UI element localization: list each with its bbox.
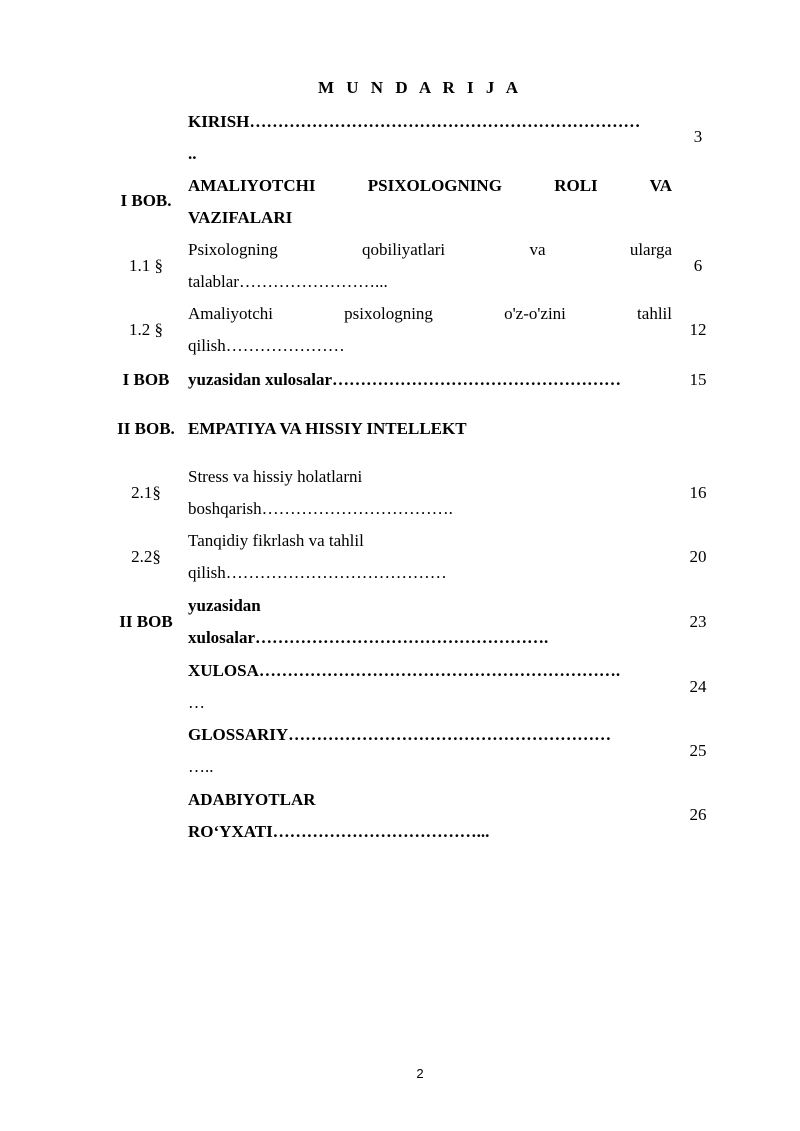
toc-entry-label: 1.2 §: [129, 320, 163, 339]
toc-page-number: 3: [693, 127, 703, 146]
toc-entry-text: Psixologning qobiliyatlari va ularga talablar……………………...: [188, 240, 672, 291]
toc-entry-label: II BOB: [119, 612, 173, 631]
toc-entry-text: yuzasidan xulosalar……………………………………………: [188, 370, 622, 389]
toc-page-number: 25: [689, 741, 707, 760]
page-number: 2: [416, 1066, 424, 1081]
toc-entry-label: II BOB.: [117, 419, 175, 438]
toc-entry-label: 2.2§: [131, 547, 161, 566]
toc-page-number: 12: [689, 320, 707, 339]
toc-entry-text: AMALIYOTCHI PSIXOLOGNING ROLI VA VAZIFALARI: [188, 176, 672, 227]
toc-entry-text: ADABIYOTLAR RO‘YXATI………………………………...: [188, 790, 490, 841]
toc-page-number: 20: [689, 547, 707, 566]
toc-entry-label: 1.1 §: [129, 256, 163, 275]
toc-page-number: 24: [689, 677, 707, 696]
toc-page-number: 26: [689, 805, 707, 824]
toc-title: M U N D A R I J A: [317, 78, 522, 97]
toc-entry-text: GLOSSARIY………………………………………………… …..: [188, 725, 612, 776]
toc-page-number: 6: [693, 256, 703, 275]
toc-entry-text: Stress va hissiy holatlarni boshqarish…………………………….: [188, 467, 453, 518]
toc-entry-label: 2.1§: [131, 483, 161, 502]
toc-entry-label: I BOB: [122, 370, 170, 389]
toc-entry-text: XULOSA………………………………………………………. …: [188, 661, 621, 712]
toc-entry-label: I BOB.: [120, 191, 172, 210]
toc-entry-text: Amaliyotchi psixologning o'z-o'zini tahlil qilish…………………: [188, 304, 672, 355]
toc-page-number: 15: [689, 370, 707, 389]
toc-entry-text: Tanqidiy fikrlash va tahlil qilish…………………………………: [188, 531, 447, 582]
toc-entry-text: yuzasidan xulosalar…………………………………………….: [188, 596, 549, 647]
toc-entry-text: EMPATIYA VA HISSIY INTELLEKT: [188, 419, 467, 438]
toc-entry-text: KIRISH…………………………………………………………… ..: [188, 112, 641, 163]
toc-page-number: 16: [689, 483, 707, 502]
toc-page-number: 23: [689, 612, 707, 631]
